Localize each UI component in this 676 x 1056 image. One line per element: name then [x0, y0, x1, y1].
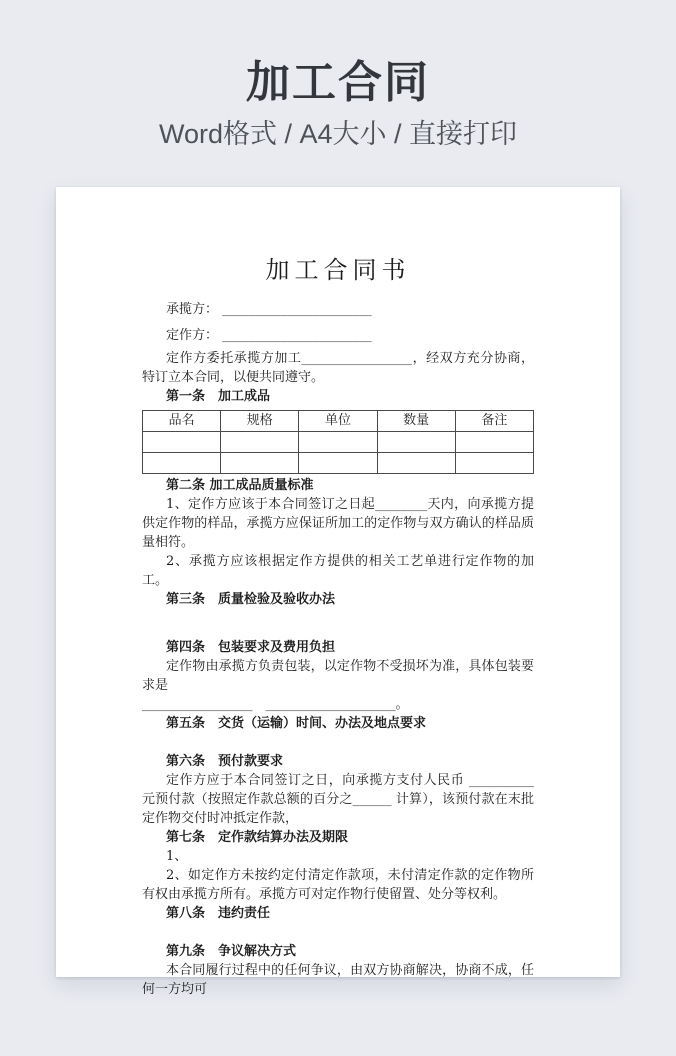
clause-9-body: 本合同履行过程中的任何争议，由双方协商解决，协商不成，任何一方均可 — [142, 963, 534, 997]
table-header-row — [143, 411, 534, 432]
clause-4-body: 定作物由承揽方负责包装，以定作物不受损坏为准，具体包装要求是 — [142, 659, 534, 693]
products-table — [142, 410, 534, 474]
clause-4-fill-line: _________________ ____________________。 — [142, 697, 409, 712]
clause-2-heading: 第二条 加工成品质量标准 — [166, 478, 314, 493]
page-subtitle: Word格式 / A4大小 / 直接打印 — [158, 119, 518, 149]
table-cell — [221, 453, 299, 474]
table-header-cell: 数量 — [377, 411, 455, 432]
party-line-orderer: 定作方： _______________________ — [166, 328, 372, 343]
document-preview — [56, 187, 620, 997]
clause-7-heading: 第七条 定作款结算办法及期限 — [166, 830, 349, 845]
intro-paragraph: 定作方委托承揽方加工_________________，经双方充分协商，特订立本合同，以便共同遵守。 — [142, 351, 534, 385]
table-row — [143, 453, 534, 474]
page-header — [0, 58, 676, 149]
table-header-cell: 品名 — [143, 411, 221, 432]
clause-3-heading: 第三条 质量检验及验收办法 — [166, 592, 336, 607]
clause-5-heading: 第五条 交货（运输）时间、办法及地点要求 — [166, 716, 427, 731]
clause-7-item-2: 2、如定作方未按约定付清定作款项，未付清定作款的定作物所有权由承揽方所有。承揽方可对定作物行使留置、处分等权利。 — [142, 868, 534, 902]
table-cell — [377, 453, 455, 474]
table-cell — [299, 432, 377, 453]
table-cell — [221, 432, 299, 453]
table-cell — [455, 432, 533, 453]
table-row — [143, 432, 534, 453]
document-title: 加工合同书 — [265, 256, 411, 284]
clause-8-heading: 第八条 违约责任 — [166, 906, 271, 921]
clause-6-body: 定作方应于本合同签订之日，向承揽方支付人民币 __________元预付款（按照定作款总额的百分之______ 计算），该预付款在末批定作物交付时冲抵定作款， — [142, 773, 534, 826]
page-title: 加工合同 — [246, 58, 430, 107]
clause-4-heading: 第四条 包装要求及费用负担 — [166, 640, 336, 655]
table-header-cell: 规格 — [221, 411, 299, 432]
clause-2-item-1: 1、定作方应该于本合同签订之日起________天内，向承揽方提供定作物的样品，承揽方应保证所加工的定作物与双方确认的样品质量相符。 — [142, 497, 534, 550]
party-line-contractor: 承揽方： _______________________ — [166, 302, 372, 317]
table-cell — [143, 453, 221, 474]
clause-9-heading: 第九条 争议解决方式 — [166, 944, 297, 959]
clause-2-item-2: 2、承揽方应该根据定作方提供的相关工艺单进行定作物的加工。 — [142, 554, 534, 588]
table-cell — [455, 453, 533, 474]
clause-7-item-1: 1、 — [166, 849, 188, 864]
table-cell — [299, 453, 377, 474]
table-cell — [377, 432, 455, 453]
clause-1-heading: 第一条 加工成品 — [166, 389, 271, 404]
table-header-cell: 单位 — [299, 411, 377, 432]
table-cell — [143, 432, 221, 453]
table-header-cell: 备注 — [455, 411, 533, 432]
clause-6-heading: 第六条 预付款要求 — [166, 754, 284, 769]
